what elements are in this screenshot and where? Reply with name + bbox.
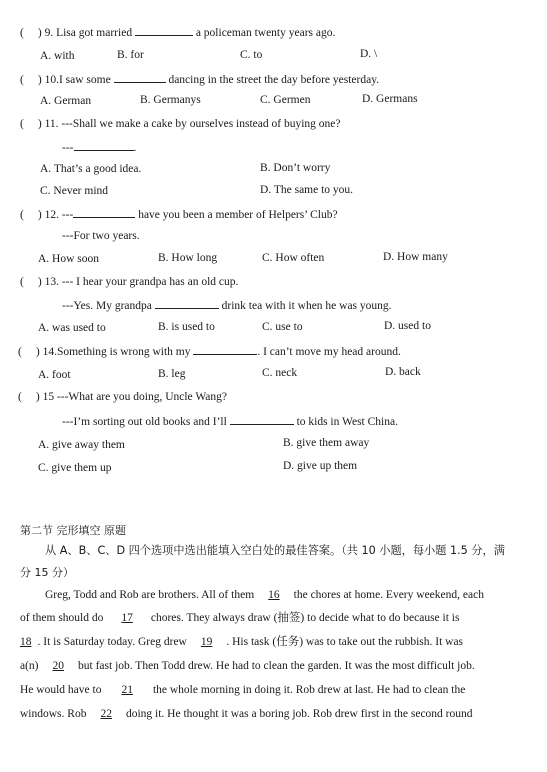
answer-paren-open[interactable]: ( <box>20 27 24 39</box>
option-c[interactable]: C. give them up <box>38 462 112 474</box>
option-b[interactable]: B. give them away <box>283 437 370 449</box>
option-a[interactable]: A. was used to <box>38 322 106 334</box>
reply-dash: --- <box>62 142 74 154</box>
question-number: 14. <box>42 346 57 358</box>
stem-text: ---What are you doing, Uncle Wang? <box>56 391 227 403</box>
question-stem <box>18 390 227 404</box>
reply-line <box>62 139 136 155</box>
cloze-blank-21[interactable]: 21 <box>121 684 133 696</box>
passage-line <box>20 635 463 649</box>
passage-line <box>45 588 484 602</box>
answer-paren-open[interactable]: ( <box>18 391 22 403</box>
option-c[interactable]: C. neck <box>262 367 298 379</box>
passage-text: doing it. He thought it was a boring job. Rob drew first in the second round <box>125 708 473 720</box>
option-d[interactable]: D. give up them <box>283 460 358 472</box>
question-number: 13. <box>44 276 59 288</box>
question-stem <box>18 343 401 359</box>
passage-text: a(n) <box>20 660 39 672</box>
passage-text: . His task (任务) was to take out the rubbish. It was <box>226 636 464 648</box>
option-c[interactable]: C. Never mind <box>40 185 109 197</box>
answer-blank[interactable] <box>135 24 193 36</box>
option-c[interactable]: C. How often <box>262 252 325 264</box>
cloze-blank-19[interactable]: 19 <box>200 636 213 648</box>
section-instruction-cont: 分 15 分） <box>20 566 74 579</box>
option-a[interactable]: A. German <box>40 95 92 107</box>
stem-text: I saw some <box>58 74 111 86</box>
reply-text: ---Yes. My grandpa <box>62 300 152 312</box>
answer-blank[interactable] <box>193 343 257 355</box>
answer-paren-close: ) <box>35 346 40 358</box>
passage-line <box>20 683 465 697</box>
stem-text: a policeman twenty years ago. <box>195 27 336 39</box>
answer-paren-close: ) <box>37 118 42 130</box>
question-number: 15 <box>42 391 55 403</box>
answer-paren-close: ) <box>35 391 40 403</box>
passage-line <box>20 659 475 673</box>
option-b[interactable]: B. for <box>117 49 144 61</box>
answer-paren-close: ) <box>37 74 42 86</box>
option-a[interactable]: A. How soon <box>38 253 100 265</box>
reply-line <box>62 297 392 313</box>
option-c[interactable]: C. use to <box>262 321 303 333</box>
answer-blank[interactable] <box>114 71 166 83</box>
reply-line <box>62 413 398 429</box>
passage-line <box>20 611 459 625</box>
option-a[interactable]: A. That’s a good idea. <box>40 163 142 175</box>
question-stem <box>20 117 341 131</box>
reply-period: . <box>133 142 137 154</box>
answer-blank[interactable] <box>74 139 134 151</box>
option-b[interactable]: B. Germanys <box>140 94 201 106</box>
reply-text: ---I’m sorting out old books and I’ll <box>62 416 227 428</box>
stem-text: --- I hear your grandpa has an old cup. <box>61 276 239 288</box>
cloze-blank-16[interactable]: 16 <box>268 589 280 601</box>
option-b[interactable]: B. is used to <box>158 321 215 333</box>
question-number: 12. <box>44 209 59 221</box>
answer-blank[interactable] <box>73 206 135 218</box>
cloze-passage <box>20 588 514 768</box>
question-stem <box>20 275 238 289</box>
option-a[interactable]: A. foot <box>38 369 71 381</box>
cloze-blank-22[interactable]: 22 <box>100 708 112 720</box>
section-heading: 第二节 完形填空 原题 <box>20 524 126 537</box>
option-c[interactable]: C. Germen <box>260 94 311 106</box>
answer-paren-open[interactable]: ( <box>20 209 24 221</box>
cloze-blank-18[interactable]: 18 <box>20 636 32 648</box>
option-c[interactable]: C. to <box>240 49 263 61</box>
cloze-blank-20[interactable]: 20 <box>52 660 65 672</box>
option-d[interactable]: D. Germans <box>362 93 418 105</box>
stem-dash: --- <box>61 209 74 221</box>
answer-paren-open[interactable]: ( <box>20 118 24 130</box>
stem-text: ---Shall we make a cake by ourselves instead of buying one? <box>61 118 341 130</box>
cloze-blank-17[interactable]: 17 <box>121 612 133 624</box>
passage-text: of them should do <box>20 612 104 624</box>
answer-paren-close: ) <box>37 27 42 39</box>
question-number: 10. <box>44 74 59 86</box>
question-stem <box>20 71 379 87</box>
option-d[interactable]: D. \ <box>360 48 378 60</box>
question-stem <box>20 24 335 40</box>
reply-text: drink tea with it when he was young. <box>221 300 392 312</box>
option-b[interactable]: B. Don’t worry <box>260 162 331 174</box>
stem-text: have you been a member of Helpers’ Club? <box>138 209 338 221</box>
answer-paren-close: ) <box>37 209 42 221</box>
passage-line <box>20 707 473 721</box>
passage-text: the whole morning in doing it. Rob drew at last. He had to clean the <box>152 684 466 696</box>
stem-text: . I can’t move my head around. <box>257 346 401 358</box>
question-stem <box>20 206 338 222</box>
passage-text: but fast job. Then Todd drew. He had to clean the garden. It was the most difficult job. <box>78 660 475 672</box>
passage-text: windows. Rob <box>20 708 87 720</box>
stem-text: dancing in the street the day before yesterday. <box>168 74 380 86</box>
passage-text: . It is Saturday today. Greg drew <box>37 636 187 648</box>
passage-text: He would have to <box>20 684 102 696</box>
stem-text: Something is wrong with my <box>56 346 191 358</box>
answer-paren-open[interactable]: ( <box>20 276 24 288</box>
answer-paren-open[interactable]: ( <box>20 74 24 86</box>
reply-line: ---For two years. <box>62 230 140 242</box>
question-number: 9. <box>44 27 54 39</box>
stem-text: Lisa got married <box>56 27 133 39</box>
option-b[interactable]: B. leg <box>158 368 186 380</box>
option-d[interactable]: D. back <box>385 366 421 378</box>
answer-paren-close: ) <box>37 276 42 288</box>
question-number: 11. <box>44 118 59 130</box>
option-b[interactable]: B. How long <box>158 252 218 264</box>
answer-blank[interactable] <box>155 297 219 309</box>
option-a[interactable]: A. give away them <box>38 439 125 451</box>
answer-paren-open[interactable]: ( <box>18 346 22 358</box>
passage-text: chores. They always draw (抽签) to decide what to do because it is <box>150 612 460 624</box>
option-d[interactable]: D. How many <box>383 251 448 263</box>
option-a[interactable]: A. with <box>40 50 75 62</box>
passage-text: Greg, Todd and Rob are brothers. All of them <box>45 589 255 601</box>
section-instruction: 从 A、B、C、D 四个选项中选出能填入空白处的最佳答案。（共 10 小题，每小题 1.5 分，满 <box>45 544 505 557</box>
reply-text: to kids in West China. <box>296 416 398 428</box>
option-d[interactable]: D. used to <box>384 320 431 332</box>
option-d[interactable]: D. The same to you. <box>260 184 354 196</box>
answer-blank[interactable] <box>230 413 294 425</box>
passage-text: the chores at home. Every weekend, each <box>293 589 484 601</box>
